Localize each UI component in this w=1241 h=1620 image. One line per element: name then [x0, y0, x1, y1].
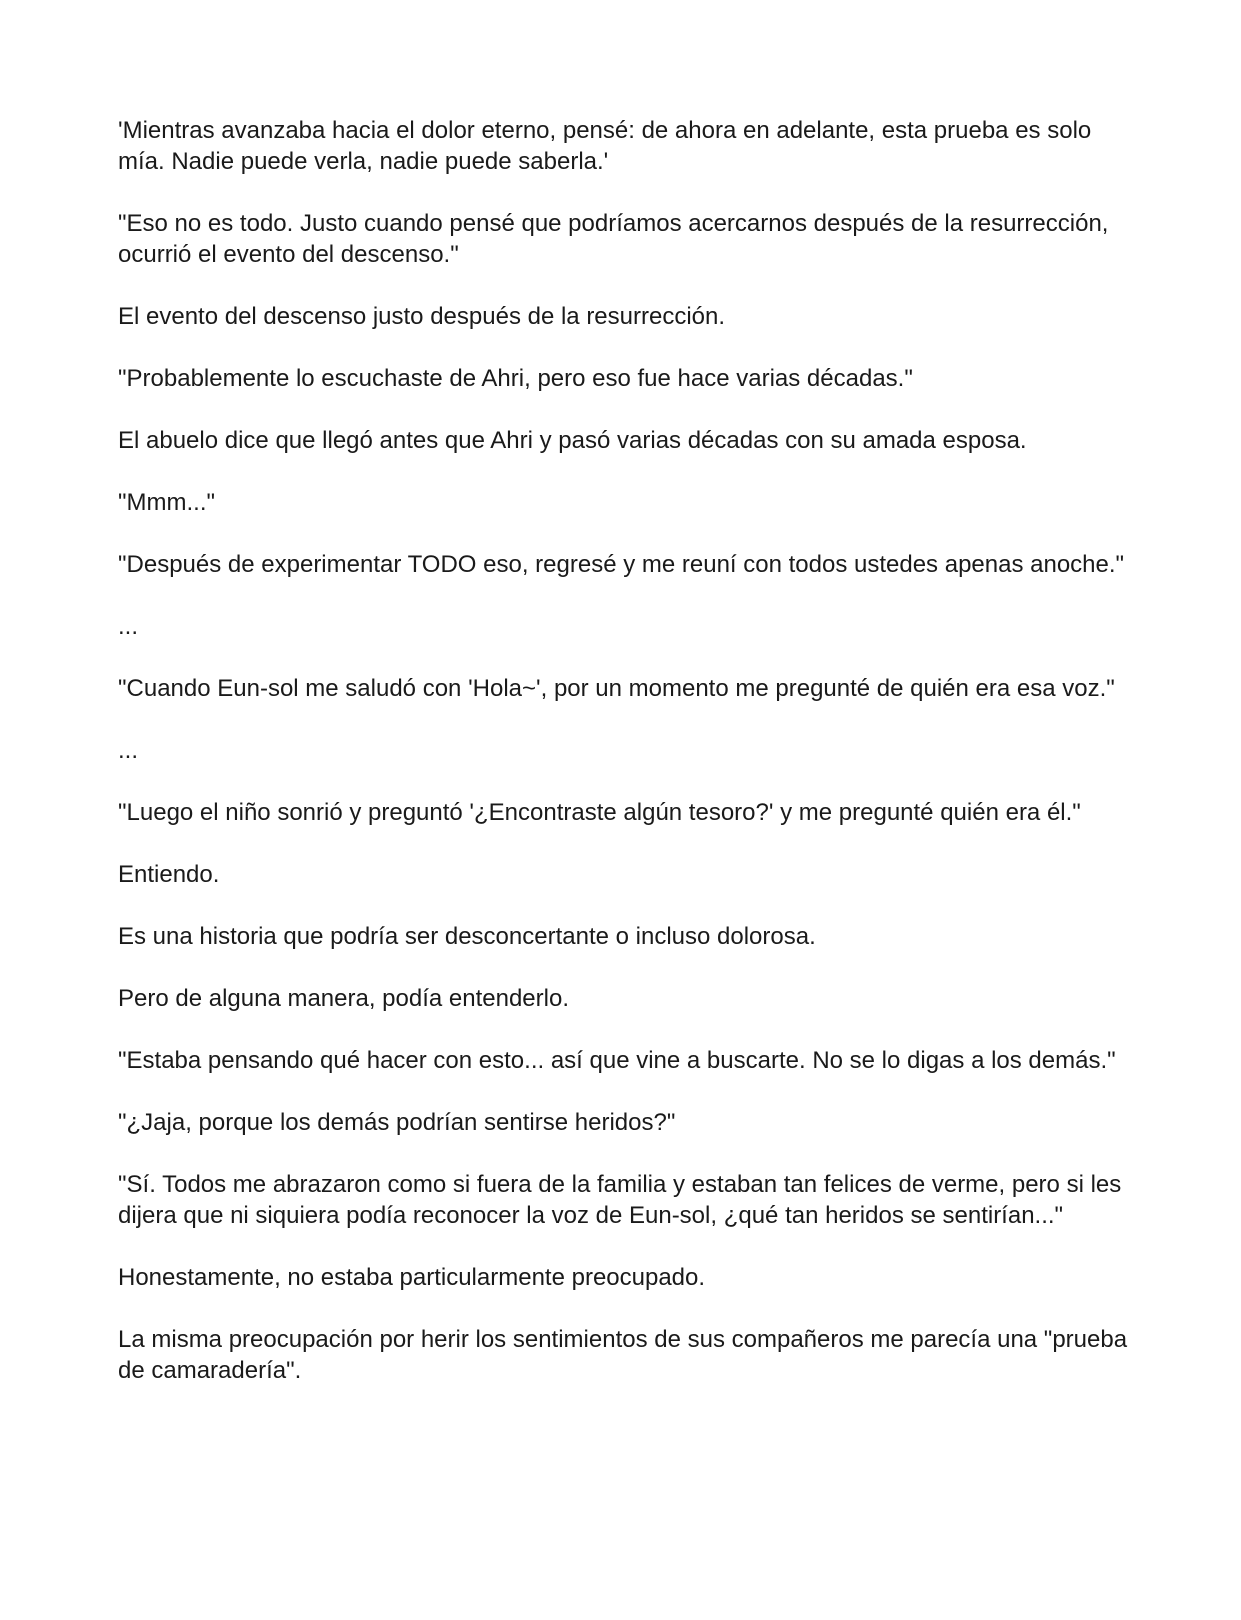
paragraph: El evento del descenso justo después de la resurrección. — [118, 303, 726, 330]
paragraph: "Probablemente lo escuchaste de Ahri, pero eso fue hace varias décadas." — [118, 365, 913, 392]
paragraph: Honestamente, no estaba particularmente preocupado. — [118, 1264, 706, 1291]
paragraph: Entiendo. — [118, 861, 220, 888]
paragraph: Pero de alguna manera, podía entenderlo. — [118, 985, 569, 1012]
document-body — [118, 115, 1128, 1417]
paragraph: ... — [118, 613, 139, 640]
paragraph: ... — [118, 737, 139, 764]
paragraph: Es una historia que podría ser desconcertante o incluso dolorosa. — [118, 923, 816, 950]
paragraph: La misma preocupación por herir los sentimientos de sus compañeros me parecía una "prueba de camaradería". — [118, 1326, 1128, 1384]
paragraph: "Cuando Eun-sol me saludó con 'Hola~', por un momento me pregunté de quién era esa voz." — [118, 675, 1115, 702]
paragraph: "¿Jaja, porque los demás podrían sentirse heridos?" — [118, 1109, 676, 1136]
paragraph: "Después de experimentar TODO eso, regresé y me reuní con todos ustedes apenas anoche." — [118, 551, 1125, 578]
paragraph: "Estaba pensando qué hacer con esto... así que vine a buscarte. No se lo digas a los demás." — [118, 1047, 1116, 1074]
paragraph: "Sí. Todos me abrazaron como si fuera de la familia y estaban tan felices de verme, pero si les dijera que ni siquiera podía reconocer la voz de Eun-sol, ¿qué tan heridos se sentirían..." — [118, 1171, 1122, 1229]
paragraph: El abuelo dice que llegó antes que Ahri y pasó varias décadas con su amada esposa. — [118, 427, 1027, 454]
paragraph: "Luego el niño sonrió y preguntó '¿Encontraste algún tesoro?' y me pregunté quién era él." — [118, 799, 1081, 826]
paragraph: "Mmm..." — [118, 489, 216, 516]
paragraph: 'Mientras avanzaba hacia el dolor eterno, pensé: de ahora en adelante, esta prueba es solo mía. Nadie puede verla, nadie puede saberla.' — [118, 117, 1092, 175]
paragraph: "Eso no es todo. Justo cuando pensé que podríamos acercarnos después de la resurrección, ocurrió el evento del descenso." — [118, 210, 1109, 268]
